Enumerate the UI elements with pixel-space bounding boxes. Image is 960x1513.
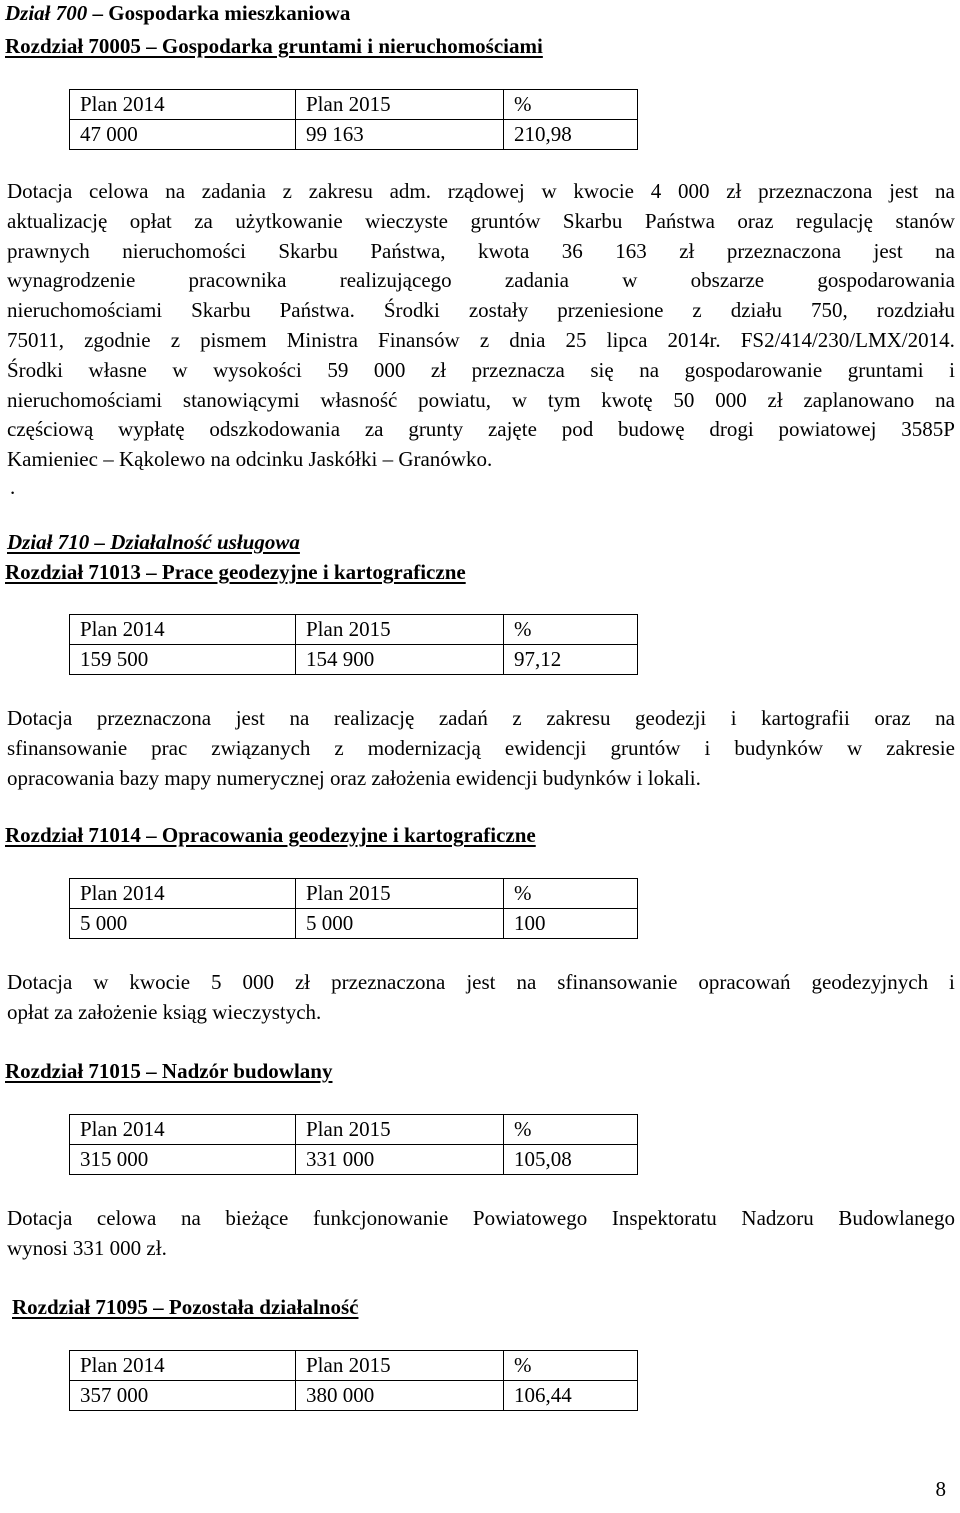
text-line: Dotacja przeznaczona jest na realizację zadań z zakresu geodezji i kartografii oraz na (7, 706, 955, 730)
value-percent: 210,98 (504, 120, 638, 150)
value-plan-2015: 5 000 (296, 909, 504, 939)
value-percent: 100 (504, 909, 638, 939)
value-plan-2015: 331 000 (296, 1145, 504, 1175)
text-line: Środki własne w wysokości 59 000 zł przeznacza się na gospodarowanie gruntami i (7, 357, 955, 382)
text-line: nieruchomościami stanowiącymi własność powiatu, w tym kwotę 50 000 zł zaplanowano na (7, 387, 955, 412)
header-plan-2014: Plan 2014 (70, 1351, 296, 1381)
table-header-row (70, 1115, 638, 1145)
table-value-row (70, 645, 638, 675)
section-heading-dzial-700 (5, 0, 350, 26)
table-value-row (70, 909, 638, 939)
page-number: 8 (935, 1477, 946, 1501)
text-line: Dotacja w kwocie 5 000 zł przeznaczona jest na sfinansowanie opracowań geodezyjnych i (7, 970, 955, 994)
value-plan-2015: 99 163 (296, 120, 504, 150)
header-percent: % (504, 879, 638, 909)
stray-dot: . (10, 475, 16, 499)
text-line: prawnych nieruchomości Skarbu Państwa, kwota 36 163 zł przeznaczona jest na (7, 238, 955, 263)
table-value-row (70, 1381, 638, 1411)
header-plan-2014: Plan 2014 (70, 879, 296, 909)
paragraph-71015 (7, 1204, 955, 1264)
header-plan-2015: Plan 2015 (296, 1351, 504, 1381)
table-header-row (70, 90, 638, 120)
section-heading-rozdzial-71095: Rozdział 71095 – Pozostała działalność (12, 1295, 359, 1319)
value-plan-2014: 315 000 (70, 1145, 296, 1175)
header-plan-2014: Plan 2014 (70, 1115, 296, 1145)
paragraph-70005 (7, 177, 955, 475)
value-plan-2015: 154 900 (296, 645, 504, 675)
dzial-prefix: Dział 700 (5, 1, 88, 25)
header-plan-2015: Plan 2015 (296, 879, 504, 909)
value-percent: 105,08 (504, 1145, 638, 1175)
value-plan-2014: 357 000 (70, 1381, 296, 1411)
header-plan-2015: Plan 2015 (296, 90, 504, 120)
text-line: opracowania bazy mapy numerycznej oraz założenia ewidencji budynków i lokali. (7, 765, 701, 790)
value-percent: 106,44 (504, 1381, 638, 1411)
section-heading-rozdzial-71013: Rozdział 71013 – Prace geodezyjne i kartograficzne (5, 560, 466, 584)
text-line: nieruchomościami Skarbu Państwa. Środki zostały przeniesione z działu 750, rozdziału (7, 298, 955, 323)
text-line: aktualizację opłat za użytkowanie wieczyste gruntów Skarbu Państwa oraz regulację stanów (7, 208, 955, 233)
text-line: Dotacja celowa na bieżące funkcjonowanie Powiatowego Inspektoratu Nadzoru Budowlanego (7, 1206, 955, 1230)
dzial-dash: – (87, 1, 109, 25)
budget-table-71013 (69, 614, 638, 675)
header-percent: % (504, 1115, 638, 1145)
value-plan-2014: 5 000 (70, 909, 296, 939)
budget-table-71015 (69, 1114, 638, 1175)
header-percent: % (504, 90, 638, 120)
section-heading-rozdzial-71015: Rozdział 71015 – Nadzór budowlany (5, 1059, 333, 1083)
dzial-name: Gospodarka mieszkaniowa (108, 1, 351, 25)
header-plan-2015: Plan 2015 (296, 615, 504, 645)
paragraph-71013 (7, 704, 955, 793)
section-heading-rozdzial-71014: Rozdział 71014 – Opracowania geodezyjne i kartograficzne (5, 823, 536, 847)
value-plan-2015: 380 000 (296, 1381, 504, 1411)
section-heading-dzial-710: Dział 710 – Działalność usługowa (7, 530, 300, 554)
header-percent: % (504, 615, 638, 645)
table-value-row (70, 1145, 638, 1175)
text-line: opłat za założenie ksiąg wieczystych. (7, 999, 322, 1024)
value-plan-2014: 159 500 (70, 645, 296, 675)
text-line: wynosi 331 000 zł. (7, 1235, 167, 1260)
text-line: częściową wypłatę odszkodowania za grunty zajęte pod budowę drogi powiatowej 3585P (7, 417, 955, 442)
table-header-row (70, 615, 638, 645)
value-plan-2014: 47 000 (70, 120, 296, 150)
header-plan-2014: Plan 2014 (70, 615, 296, 645)
value-percent: 97,12 (504, 645, 638, 675)
table-header-row (70, 879, 638, 909)
text-line: Dotacja celowa na zadania z zakresu adm. rządowej w kwocie 4 000 zł przeznaczona jest na (7, 179, 955, 203)
budget-table-71014 (69, 878, 638, 939)
text-line: sfinansowanie prac związanych z modernizacją ewidencji gruntów i budynków w zakresie (7, 735, 955, 760)
header-plan-2014: Plan 2014 (70, 90, 296, 120)
text-line: wynagrodzenie pracownika realizującego zadania w obszarze gospodarowania (7, 268, 955, 293)
text-line: Kamieniec – Kąkolewo na odcinku Jaskółki – Granówko. (7, 447, 493, 472)
table-header-row (70, 1351, 638, 1381)
paragraph-71014 (7, 968, 955, 1028)
text-line: 75011, zgodnie z pismem Ministra Finansów z dnia 25 lipca 2014r. FS2/414/230/LMX/2014. (7, 327, 955, 352)
header-plan-2015: Plan 2015 (296, 1115, 504, 1145)
section-heading-rozdzial-70005: Rozdział 70005 – Gospodarka gruntami i nieruchomościami (5, 34, 543, 58)
header-percent: % (504, 1351, 638, 1381)
table-value-row (70, 120, 638, 150)
budget-table-71095 (69, 1350, 638, 1411)
budget-table-70005 (69, 89, 638, 150)
